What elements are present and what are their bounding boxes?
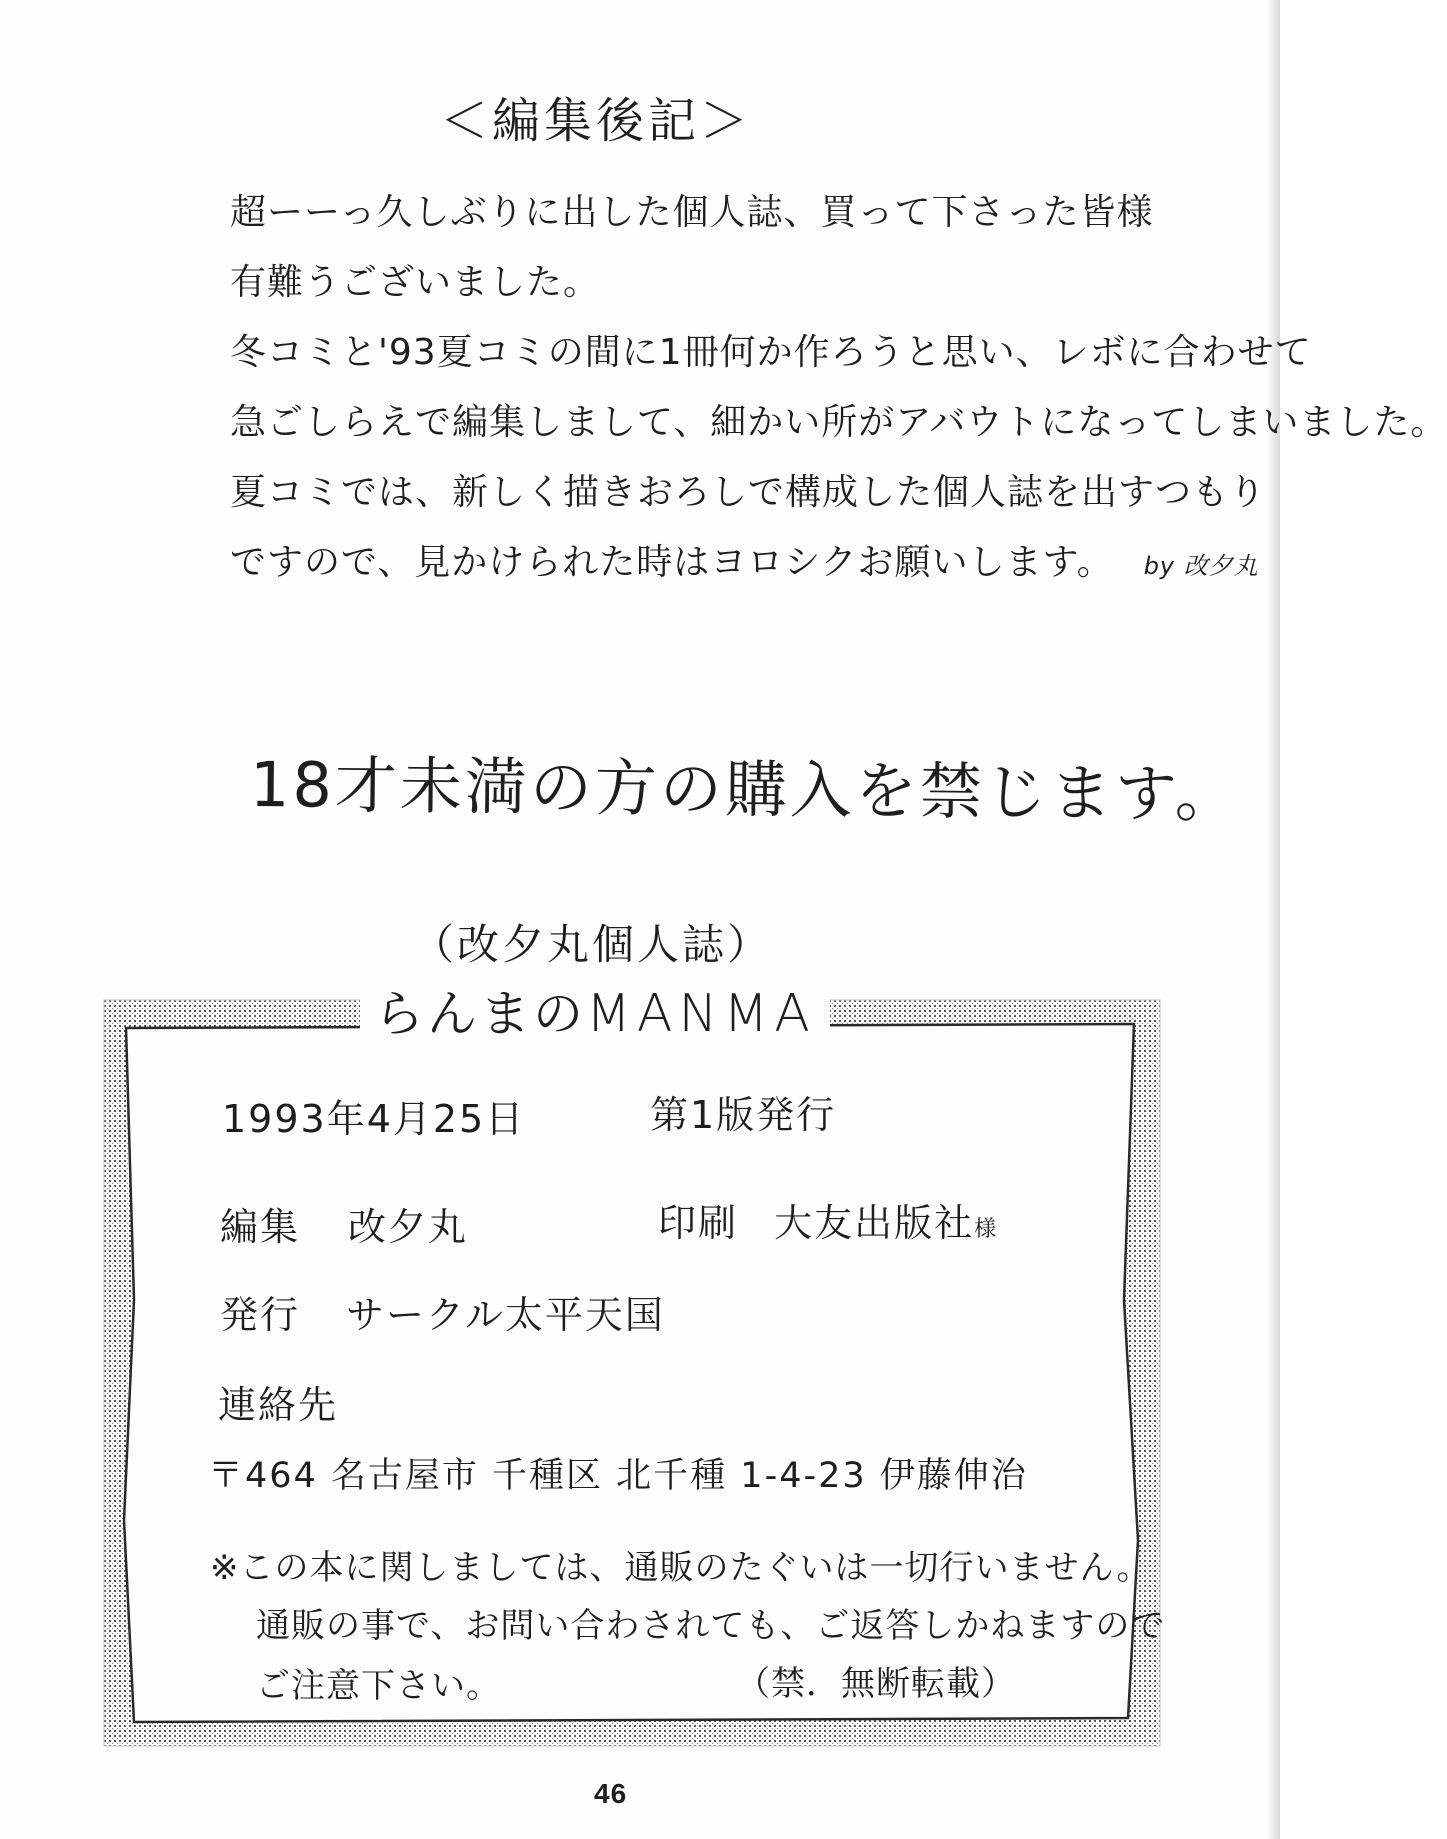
afterword-line-3: 冬コミと'93夏コミの間に1冊何か作ろうと思い、レボに合わせて bbox=[230, 332, 1312, 373]
afterword-signature: by 改夕丸 bbox=[1143, 552, 1259, 580]
printer-label: 印刷 bbox=[658, 1201, 739, 1245]
publication-date: 1993年4月25日 bbox=[222, 1097, 526, 1141]
contact-label: 連絡先 bbox=[218, 1383, 339, 1427]
book-title-kana: らんまの bbox=[374, 985, 586, 1043]
afterword-line-6-text: ですので、見かけられた時はヨロシクお願いします。 bbox=[230, 542, 1114, 583]
printer-credit bbox=[658, 1192, 998, 1247]
age-restriction-warning: 18才未満の方の購入を禁じます。 bbox=[249, 747, 1241, 832]
printer-suffix: 様 bbox=[974, 1217, 999, 1242]
afterword-title: ＜編集後記＞ bbox=[440, 93, 753, 149]
copyright-notice: （禁．無断転載） bbox=[736, 1664, 1016, 1704]
book-title bbox=[360, 974, 830, 1046]
notice-line-1: ※この本に関しましては、通販のたぐいは一切行いません。 bbox=[210, 1548, 1152, 1588]
afterword-line-4: 急ごしらえで編集しまして、細かい所がアバウトになってしまいました。 bbox=[230, 402, 1447, 443]
afterword-line-2: 有難うございました。 bbox=[230, 262, 601, 303]
book-title-latin: MANMA bbox=[586, 984, 816, 1044]
afterword-line-5: 夏コミでは、新しく描きおろしで構成した個人誌を出すつもり bbox=[230, 472, 1267, 513]
editor-label: 編集 bbox=[220, 1205, 301, 1249]
page-number: 46 bbox=[594, 1778, 628, 1809]
afterword-line-1: 超ーーっ久しぶりに出した個人誌、買って下さった皆様 bbox=[230, 192, 1154, 233]
publisher-label: 発行 bbox=[220, 1293, 301, 1337]
printer-name: 大友出版社 bbox=[774, 1201, 975, 1245]
editor-name: 改夕丸 bbox=[348, 1205, 469, 1249]
notice-line-3: ご注意下さい。 bbox=[256, 1666, 501, 1706]
publisher-name: サークル太平天国 bbox=[346, 1293, 665, 1337]
notice-line-2: 通販の事で、お問い合わされても、ご返答しかねますので bbox=[256, 1606, 1166, 1646]
edition-text: 第1版発行 bbox=[650, 1093, 837, 1137]
afterword-line-6 bbox=[230, 534, 1259, 585]
page-edge-shadow bbox=[1266, 0, 1280, 1839]
contact-address: 〒464 名古屋市 千種区 北千種 1-4-23 伊藤伸治 bbox=[208, 1456, 1028, 1496]
colophon-subtitle: （改夕丸個人誌） bbox=[412, 920, 773, 969]
